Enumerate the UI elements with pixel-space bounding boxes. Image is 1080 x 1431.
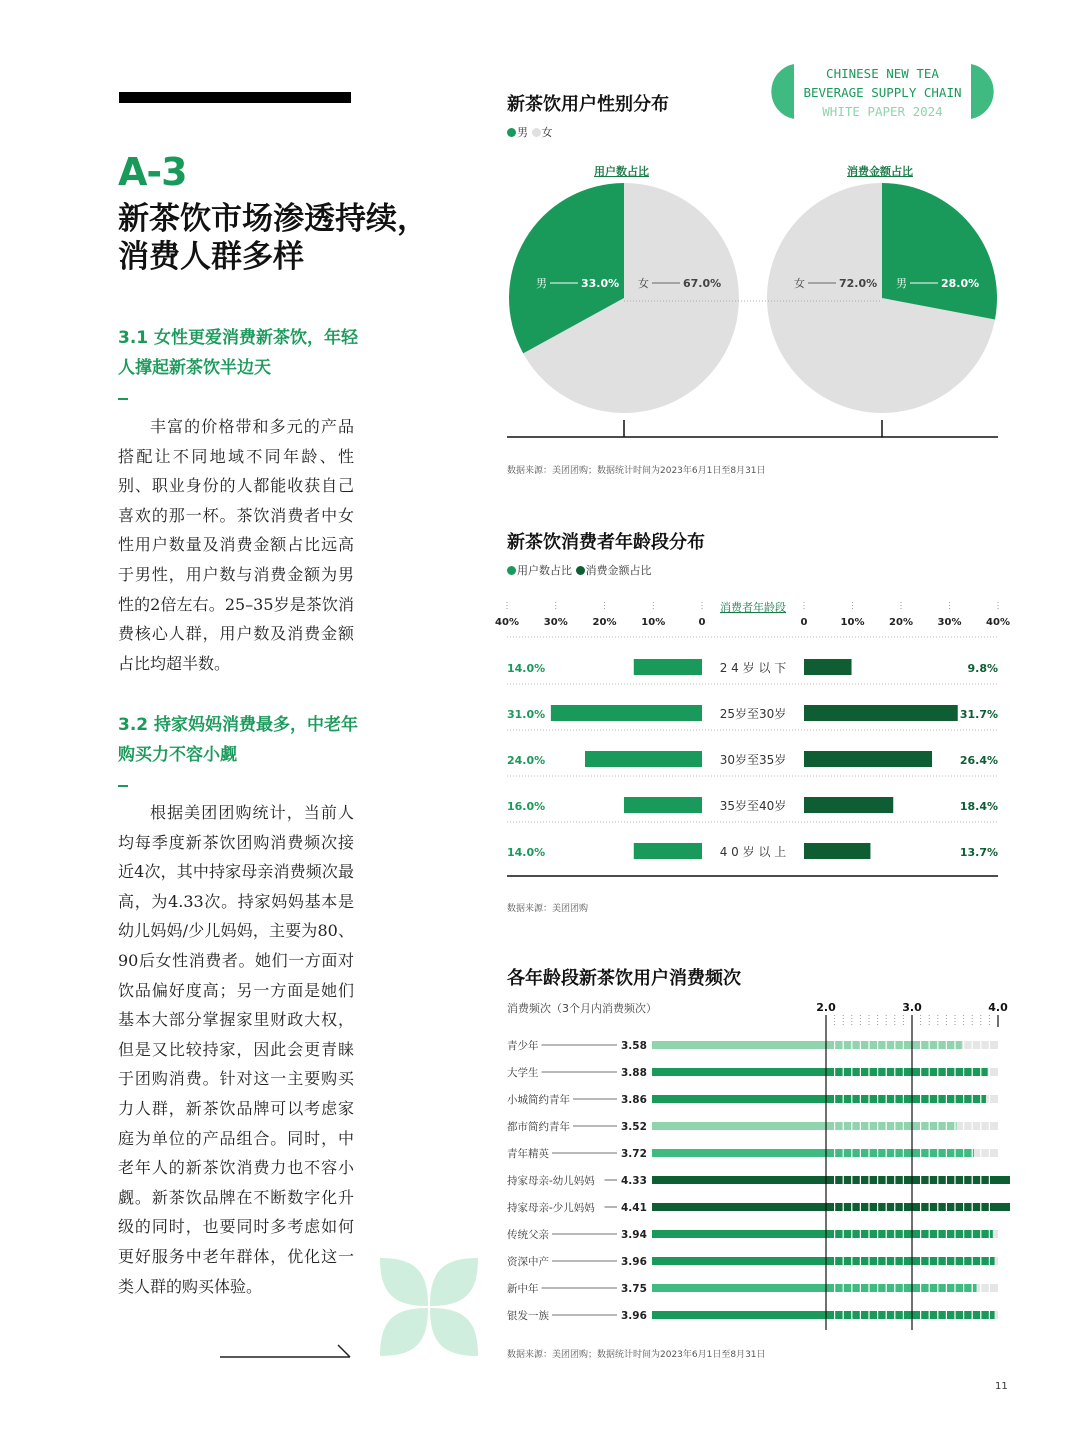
- legend-female-label: 女: [541, 126, 553, 139]
- left-tick-label: 10%: [641, 617, 666, 628]
- age-bar-spend: [804, 705, 958, 721]
- freq-category-label: 小城简约青年: [507, 1094, 570, 1106]
- freq-category-label: 都市简约青年: [507, 1121, 570, 1133]
- age-axis-header: 消费者年龄段: [720, 601, 786, 614]
- subheading-3-2-line2: 购买力不容小觑: [118, 745, 237, 765]
- freq-category-label: 持家母亲-少儿妈妈: [507, 1202, 595, 1214]
- top-rule: [119, 92, 351, 103]
- paragraph-3-2: 根据美团团购统计，当前人均每季度新茶饮团购消费频次接近4次，其中持家母亲消费频次最高，为4.33次。持家妈妈基本是幼儿妈妈/少儿妈妈，主要为80、90后女性消费者。她们一方面对饮品偏好度高；另一方面是她们基本大部分掌握家里财政大权，但是又比较持家，因此会更青睐于团购消费。针对这一主要购买力人群，新茶饮品牌可以考虑家庭为单位的产品组合。同时，中老年人的新茶饮消费力也不容小觑。新茶饮品牌在不断数字化升级的同时，也要同时多考虑如何更好服务中老年群体，优化这一类人群的购买体验。: [118, 803, 354, 1296]
- freq-bar: [652, 1041, 962, 1049]
- age-bar-chart: [495, 595, 1010, 885]
- right-tick-label: 10%: [840, 617, 865, 628]
- chart3-title: 各年龄段新茶饮用户消费频次: [507, 968, 741, 989]
- right-tick-label: 20%: [889, 617, 913, 628]
- pie2-label-value: 28.0%: [941, 277, 980, 290]
- age-bar-users: [624, 797, 702, 813]
- badge-line2: BEVERAGE SUPPLY CHAIN: [803, 85, 962, 100]
- leaf-logo-icon: [376, 1254, 482, 1360]
- freq-tick-label: 4.0: [988, 1001, 1008, 1014]
- chart2-source: 数据来源：美团团购: [507, 904, 589, 914]
- paragraph-3-1: 丰富的价格带和多元的产品搭配让不同地域不同年龄、性别、职业身份的人都能收获自己喜欢的那一杯。茶饮消费者中女性用户数量及消费金额占比远高于男性，用户数与消费金额为男性的2倍左右。25–35岁是茶饮消费核心人群，用户数及消费金额占比均超半数。: [118, 417, 354, 673]
- age-value-spend: 31.7%: [959, 708, 998, 721]
- legend-dot-male: [507, 128, 516, 137]
- section-title-line1: 新茶饮市场渗透持续，: [118, 201, 428, 237]
- freq-category-label: 大学生: [507, 1067, 539, 1079]
- freq-bar: [652, 1176, 1010, 1184]
- right-tick-label: 30%: [937, 617, 962, 628]
- badge-line3: WHITE PAPER 2024: [822, 104, 943, 119]
- freq-bar: [652, 1284, 977, 1292]
- badge-text: [790, 64, 975, 121]
- freq-value-label: 3.75: [621, 1283, 647, 1295]
- age-bar-spend: [804, 797, 893, 813]
- freq-value-label: 3.72: [621, 1148, 647, 1160]
- age-value-spend: 18.4%: [959, 800, 998, 813]
- age-bar-spend: [804, 659, 852, 675]
- freq-value-label: 4.33: [621, 1175, 647, 1187]
- left-tick-label: 20%: [592, 617, 617, 628]
- chart3-subtitle: 消费频次（3个月内消费频次）: [507, 1002, 657, 1015]
- left-tick-label: 40%: [495, 617, 519, 628]
- freq-category-label: 银发一族: [507, 1310, 549, 1322]
- subheading-3-1-line2: 人撑起新茶饮半边天: [118, 358, 271, 378]
- freq-bar: [652, 1122, 957, 1130]
- freq-bar: [652, 1095, 986, 1103]
- age-bar-users: [585, 751, 702, 767]
- legend-male-label: 男: [517, 126, 528, 139]
- freq-value-label: 3.52: [621, 1121, 647, 1133]
- subheading-dash: [118, 785, 128, 787]
- legend-dot-users: [507, 566, 516, 575]
- age-bar-users: [551, 705, 702, 721]
- freq-category-label: 青年精英: [507, 1148, 549, 1160]
- legend-dot-spend: [576, 566, 585, 575]
- subheading-3-2-line1: 3.2 持家妈妈消费最多，中老年: [118, 715, 359, 735]
- subheading-3-2: [118, 710, 368, 770]
- section-code: A-3: [118, 150, 187, 194]
- page-number: 11: [995, 1381, 1008, 1392]
- frequency-bar-chart: [500, 995, 1010, 1330]
- section-title-line2: 消费人群多样: [118, 239, 304, 275]
- age-bar-spend: [804, 751, 932, 767]
- freq-value-label: 4.41: [621, 1202, 647, 1214]
- legend-users-label: 用户数占比: [517, 564, 572, 577]
- freq-tick-label: 2.0: [816, 1001, 836, 1014]
- age-value-users: 14.0%: [507, 662, 546, 675]
- freq-category-label: 传统父亲: [507, 1229, 549, 1241]
- arrow-icon: [218, 1342, 354, 1360]
- freq-value-label: 3.58: [621, 1040, 647, 1052]
- age-value-users: 14.0%: [507, 846, 546, 859]
- freq-value-label: 3.88: [621, 1067, 647, 1079]
- age-value-spend: 13.7%: [959, 846, 998, 859]
- chart2-legend: [507, 562, 652, 578]
- freq-category-label: 新中年: [507, 1283, 539, 1295]
- freq-value-label: 3.96: [621, 1256, 647, 1268]
- age-category-label: 2 4 岁 以 下: [719, 661, 787, 675]
- freq-category-label: 资深中产: [507, 1256, 549, 1268]
- age-bar-spend: [804, 843, 870, 859]
- chart1-legend: [507, 124, 553, 140]
- freq-category-label: 青少年: [507, 1040, 539, 1052]
- subheading-dash: [118, 398, 128, 400]
- pie2-label-name: 男: [896, 277, 907, 290]
- pie2-label: 消费金额占比: [847, 165, 913, 178]
- chart2-title: 新茶饮消费者年龄段分布: [507, 532, 705, 553]
- age-value-spend: 26.4%: [959, 754, 998, 767]
- freq-bar: [652, 1257, 995, 1265]
- pie2-slice-male: [882, 183, 997, 320]
- age-value-spend: 9.8%: [967, 662, 998, 675]
- age-value-users: 31.0%: [507, 708, 546, 721]
- pie1-label-name: 女: [638, 277, 649, 290]
- age-bar-users: [634, 659, 702, 675]
- legend-dot-female: [532, 128, 541, 137]
- subheading-3-1: [118, 323, 368, 383]
- right-tick-label: 0: [800, 617, 808, 628]
- left-tick-label: 0: [698, 617, 706, 628]
- age-bar-users: [634, 843, 702, 859]
- left-tick-label: 30%: [543, 617, 568, 628]
- freq-value-label: 3.94: [621, 1229, 647, 1241]
- pie2-label-name: 女: [794, 277, 805, 290]
- freq-tick-label: 3.0: [902, 1001, 922, 1014]
- section-title: [118, 200, 478, 276]
- gender-pie-chart: [500, 180, 1005, 440]
- pie2-label-value: 72.0%: [839, 277, 878, 290]
- freq-bar: [652, 1311, 995, 1319]
- age-category-label: 30岁至35岁: [719, 753, 787, 767]
- age-category-label: 35岁至40岁: [719, 799, 787, 813]
- freq-bar: [652, 1149, 974, 1157]
- chart3-source: 数据来源：美团团购；数据统计时间为2023年6月1日至8月31日: [507, 1350, 766, 1360]
- freq-bar: [652, 1203, 1010, 1211]
- age-category-label: 25岁至30岁: [719, 707, 787, 721]
- freq-category-label: 持家母亲-幼儿妈妈: [507, 1175, 595, 1187]
- pie1-label-value: 33.0%: [581, 277, 620, 290]
- subheading-3-1-line1: 3.1 女性更爱消费新茶饮，年轻: [118, 328, 359, 348]
- chart1-title: 新茶饮用户性别分布: [507, 94, 669, 115]
- pie1-label-name: 男: [536, 277, 547, 290]
- freq-value-label: 3.86: [621, 1094, 647, 1106]
- badge-line1: CHINESE NEW TEA: [826, 66, 939, 81]
- pie1-label-value: 67.0%: [683, 277, 722, 290]
- pie1-label: 用户数占比: [594, 165, 649, 178]
- legend-spend-label: 消费金额占比: [585, 564, 652, 577]
- age-value-users: 24.0%: [507, 754, 546, 767]
- right-tick-label: 40%: [986, 617, 1010, 628]
- age-category-label: 4 0 岁 以 上: [719, 845, 787, 859]
- chart1-source: 数据来源：美团团购；数据统计时间为2023年6月1日至8月31日: [507, 466, 766, 476]
- freq-value-label: 3.96: [621, 1310, 647, 1322]
- age-value-users: 16.0%: [507, 800, 546, 813]
- freq-bar: [652, 1230, 993, 1238]
